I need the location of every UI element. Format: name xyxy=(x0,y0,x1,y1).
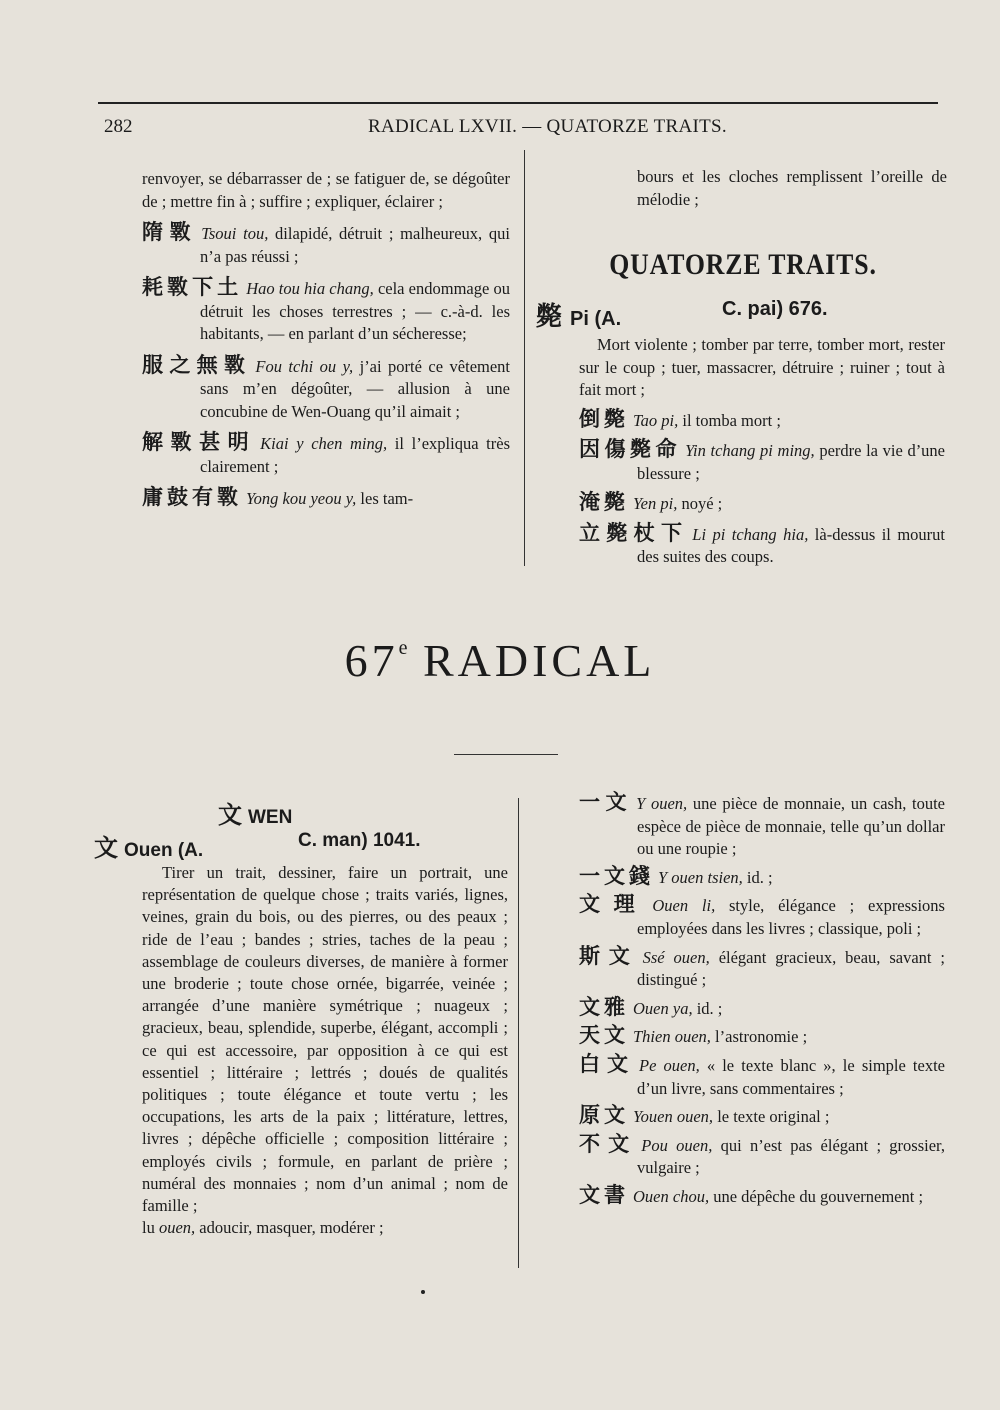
entry-y-ouen-tsien xyxy=(579,865,945,890)
entry-definition: j’ai porté ce vêtement sans m’en dégoûter, — allusion à une concubine de Wen-Ouang qu’il aimait ; xyxy=(200,356,511,421)
radical-ordinal-suffix: e xyxy=(398,637,408,659)
last-line-suffix: adoucir, masquer, modérer ; xyxy=(195,1218,384,1238)
entry-yen-pi xyxy=(579,491,945,516)
heading-hanzi: 文 xyxy=(94,834,118,862)
entry-romanization: Pe ouen, xyxy=(639,1055,700,1075)
entry-definition: les tam- xyxy=(356,489,414,508)
entry-definition: id. ; xyxy=(692,998,723,1018)
top-right-column xyxy=(579,334,945,571)
heading-cantonese: C. pai) 676. xyxy=(722,298,828,320)
entry-ouen-chou xyxy=(579,1184,945,1209)
last-line-prefix: lu xyxy=(142,1218,159,1238)
entry-fou-tchi-ou-y xyxy=(142,354,510,424)
entry-ouen-ya xyxy=(579,996,945,1021)
entry-hanzi: 白文 xyxy=(579,1051,635,1076)
entry-hanzi: 文理 xyxy=(579,892,649,917)
radical-number: 67 xyxy=(344,635,399,686)
entry-romanization: Thien ouen, xyxy=(633,1027,711,1047)
entry-hanzi: 斯文 xyxy=(579,943,639,968)
entry-hanzi: 服之無斁 xyxy=(142,352,252,377)
top-left-column xyxy=(142,168,510,513)
entry-hanzi: 一文 xyxy=(579,790,633,814)
entry-pe-ouen xyxy=(579,1053,945,1100)
entry-hanzi: 原文 xyxy=(579,1103,629,1128)
heading-label: Ouen (A. xyxy=(124,840,204,861)
entry-hanzi: 文雅 xyxy=(579,994,629,1019)
heading-label: Pi (A. xyxy=(570,308,622,330)
entry-romanization: Ouen chou, xyxy=(633,1186,710,1206)
entry-hanzi: 文書 xyxy=(579,1182,629,1207)
entry-definition: le texte original ; xyxy=(713,1107,830,1127)
page-number: 282 xyxy=(104,116,133,137)
entry-hanzi: 耗斁下土 xyxy=(142,275,243,299)
section-divider-rule xyxy=(454,754,558,755)
entry-definition: il l’expliqua très clairement ; xyxy=(200,434,511,476)
entry-hao-tou-hia-chang xyxy=(142,276,510,346)
entry-definition: une dépêche du gouvernement ; xyxy=(709,1186,924,1206)
pi-definition: Mort violente ; tomber par terre, tomber mort, rester sur le coup ; tuer, massacrer, détruire ; ruiner ; tout à fait mort ; xyxy=(579,335,945,399)
entry-definition: une pièce de monnaie, un cash, toute espèce de pièce de monnaie, telle qu’un dollar ou une roupie ; xyxy=(637,794,946,859)
entry-hanzi: 立斃杖下 xyxy=(579,520,689,545)
bottom-right-column xyxy=(579,791,945,1211)
entry-definition: perdre la vie d’une blessure ; xyxy=(637,441,946,483)
entry-definition: l’astronomie ; xyxy=(710,1027,808,1047)
running-head: RADICAL LXVII. — QUATORZE TRAITS. xyxy=(368,116,727,137)
radical-title xyxy=(0,634,1000,687)
heading-hanzi: 文 xyxy=(218,801,242,829)
entry-pou-ouen xyxy=(579,1133,945,1180)
entry-definition: il tomba mort ; xyxy=(678,410,781,430)
entry-hanzi: 隋斁 xyxy=(142,220,198,244)
entry-definition: style, élégance ; expressions employées dans les livres ; classique, poli ; xyxy=(637,896,945,938)
entry-sse-ouen xyxy=(579,945,945,992)
entry-romanization: Tsoui tou, xyxy=(201,224,269,243)
entry-romanization: Y ouen, xyxy=(636,794,688,813)
entry-definition: qui n’est pas élégant ; grossier, vulgaire ; xyxy=(637,1135,945,1178)
entry-definition: dilapidé, détruit ; malheureux, qui n’a pas réussi ; xyxy=(200,224,510,266)
entry-definition: cela endommage ou détruit les choses terrestres ; — c.-à-d. les habitants, — en parlant d’un sécheresse; xyxy=(200,279,510,343)
continuation-text: bours et les cloches remplissent l’oreille de mélodie ; xyxy=(637,167,947,209)
entry-kiai-y-chen-ming xyxy=(142,431,510,478)
radical-word: RADICAL xyxy=(422,635,656,686)
last-line-romanization: ouen, xyxy=(158,1218,196,1238)
entry-hanzi: 天文 xyxy=(579,1023,629,1048)
entry-romanization: Ssé ouen, xyxy=(642,947,710,967)
entry-romanization: Tao pi, xyxy=(633,410,679,430)
entry-hanzi: 淹斃 xyxy=(579,490,629,514)
entry-romanization: Yong kou yeou y, xyxy=(246,489,357,508)
bottom-column-divider xyxy=(518,798,519,1268)
entry-youen-ouen xyxy=(579,1104,945,1129)
character-heading-ouen xyxy=(94,828,494,863)
entry-hanzi: 因傷斃命 xyxy=(579,437,682,461)
heading-label: WEN xyxy=(248,807,293,828)
printer-mark-dot xyxy=(421,1290,425,1294)
entry-thien-ouen xyxy=(579,1024,945,1049)
entry-hanzi: 倒斃 xyxy=(579,406,629,431)
entry-li-pi-tchang-hia xyxy=(579,522,945,569)
ouen-definition-last-line xyxy=(142,1217,508,1239)
entry-romanization: Hao tou hia chang, xyxy=(246,279,374,298)
entry-yin-tchang-pi-ming xyxy=(579,438,945,485)
entry-romanization: Youen ouen, xyxy=(633,1107,714,1127)
entry-yong-kou-yeou-y xyxy=(142,486,510,511)
radical-heading-wen xyxy=(218,795,292,830)
entry-romanization: Yen pi, xyxy=(633,494,678,513)
bottom-left-column xyxy=(142,862,508,1239)
entry-y-ouen xyxy=(579,791,945,861)
heading-cantonese: C. man) 1041. xyxy=(298,830,421,851)
entry-hanzi: 不文 xyxy=(579,1131,638,1156)
entry-hanzi: 解斁甚明 xyxy=(142,430,257,454)
character-heading-pi xyxy=(536,296,948,333)
entry-romanization: Li pi tchang hia, xyxy=(692,524,809,544)
entry-definition: « le texte blanc », le simple texte d’un livre, sans commentaires ; xyxy=(637,1055,946,1098)
entry-ouen-li xyxy=(579,893,945,940)
intro-text: renvoyer, se débarrasser de ; se fatiguer de, se dégoûter de ; mettre fin à ; suffire ; expliquer, éclairer ; xyxy=(142,169,510,211)
ouen-definition: Tirer un trait, dessiner, faire un portrait, une représentation de quelque chose ; traits variés, lignes, veines, grain du bois, ou des pierres, ou des peaux ; ride de l’eau ; bandes ; stries, taches de la peau ; assemblage de couleurs diverses, de manière à former une broderie ; toute chose ornée, bigarrée, veinée ; arrangée d’une manière symétrique ; nuageux ; gracieux, beau, splendide, superbe, élégant, accompli ; ce qui est accessoire, par opposition à ce qui est essentiel ; littéraire ; lettrés ; doués de qualités politiques ; toute élégance et toute vertu ; les occupations, les arts de la paix ; littérature, lettres, livres ; dépêche officielle ; composition littéraire ; employés civils ; formule, en parlant de prière ; numéral des monnaies ; nom d’un animal ; nom de famille ; xyxy=(142,863,508,1216)
entry-romanization: Ouen ya, xyxy=(633,998,693,1018)
entry-definition: noyé ; xyxy=(677,494,723,513)
top-column-divider xyxy=(524,150,525,566)
entry-romanization: Kiai y chen ming, xyxy=(260,434,388,453)
entry-definition: là-dessus il mourut des suites des coups. xyxy=(637,524,946,566)
entry-hanzi: 庸鼓有斁 xyxy=(142,485,242,509)
entry-definition: id. ; xyxy=(742,867,773,887)
entry-romanization: Y ouen tsien, xyxy=(658,867,743,887)
entry-romanization: Ouen li, xyxy=(652,896,716,916)
entry-hanzi: 一文錢 xyxy=(579,863,654,888)
entry-tao-pi xyxy=(579,408,945,433)
entry-definition: élégant gracieux, beau, savant ; distingué ; xyxy=(637,947,946,990)
entry-romanization: Pou ouen, xyxy=(641,1135,713,1155)
heading-hanzi: 斃 xyxy=(536,302,563,332)
header-rule xyxy=(98,102,938,104)
entry-tsoui-tou xyxy=(142,221,510,268)
section-title: QUATORZE TRAITS. xyxy=(609,248,877,281)
entry-romanization: Yin tchang pi ming, xyxy=(685,441,815,460)
entry-romanization: Fou tchi ou y, xyxy=(255,356,354,376)
